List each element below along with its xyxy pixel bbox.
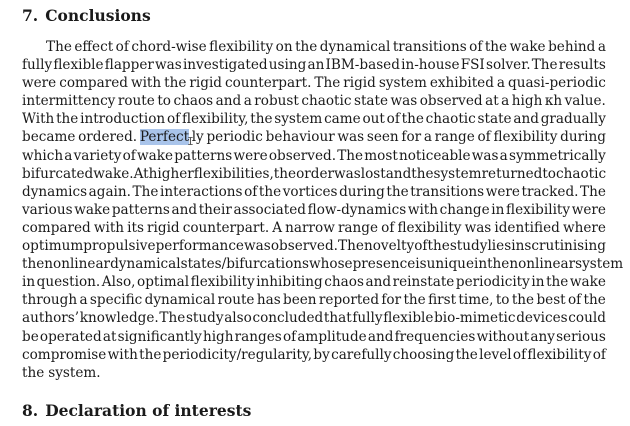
word: and: [171, 201, 198, 218]
word: its: [127, 219, 144, 236]
word: optimum: [22, 238, 84, 255]
word: state: [477, 111, 512, 128]
word: returned: [481, 165, 543, 182]
word: been: [283, 292, 317, 309]
word: symmetrically: [508, 147, 606, 164]
word: in: [491, 201, 505, 218]
word: of: [386, 111, 400, 128]
word: periodicity/regularity,: [162, 346, 313, 363]
word: the: [546, 274, 569, 291]
word: state: [353, 93, 389, 110]
word: associated: [233, 201, 306, 218]
paragraph-line: [22, 92, 606, 110]
word: flexibility: [190, 274, 255, 291]
word: flexibility,: [181, 111, 249, 128]
word: to: [495, 292, 510, 309]
word: system: [274, 111, 323, 128]
word: the: [22, 364, 45, 381]
word: at: [102, 328, 117, 345]
word: of: [512, 346, 527, 363]
word: route: [217, 292, 255, 309]
section-title: Declaration of interests: [45, 401, 252, 420]
word: of: [282, 328, 297, 345]
word: chord-wise: [131, 39, 207, 55]
word: states/bifurcations: [180, 256, 309, 273]
word: FSI: [460, 57, 485, 74]
word: the: [139, 346, 162, 363]
word: without: [476, 328, 530, 345]
word: and: [365, 274, 392, 291]
word: serious: [556, 328, 606, 345]
word: with: [407, 201, 439, 218]
word: rigid: [343, 75, 376, 92]
word: intermittency: [22, 93, 116, 110]
word: With: [22, 111, 55, 128]
word: a: [243, 93, 252, 110]
word: dynamics: [22, 183, 88, 200]
word: chaotic: [301, 93, 352, 110]
paragraph-line: [22, 291, 606, 309]
word: tracked.: [521, 183, 579, 200]
word: choosing: [392, 346, 455, 363]
word: where: [562, 219, 606, 236]
word: interactions: [159, 183, 243, 200]
word: optimal: [137, 274, 190, 291]
word: of: [592, 346, 606, 363]
word: which: [22, 147, 64, 164]
word: counterpart.: [182, 219, 270, 236]
word: novelty: [363, 238, 415, 255]
word: flexibility: [506, 201, 571, 218]
word: of: [244, 183, 258, 200]
word: the: [250, 111, 273, 128]
word: of: [166, 111, 181, 128]
paragraph-line: [22, 201, 606, 219]
word: of: [122, 147, 136, 164]
word: exhibited: [429, 75, 494, 92]
word: fully: [352, 310, 383, 327]
word: and: [367, 328, 394, 345]
word: has: [256, 292, 281, 309]
word: the: [583, 292, 606, 309]
word: The: [314, 75, 341, 92]
word: knowledge.: [79, 310, 159, 327]
word: whose: [309, 256, 353, 273]
word: observed.: [270, 238, 338, 255]
paragraph-line: [22, 56, 606, 74]
word: lies: [487, 238, 512, 255]
word: fully: [22, 57, 53, 74]
word: time,: [458, 292, 494, 309]
word: The: [159, 310, 186, 327]
word: system.: [48, 364, 101, 381]
paragraph-line: [22, 273, 606, 291]
paragraph-line: [22, 309, 606, 327]
word: became: [22, 129, 76, 146]
word: the: [56, 111, 79, 128]
word: The: [531, 57, 558, 74]
word: and: [513, 111, 539, 128]
word: authors’: [22, 310, 80, 327]
word: on: [275, 39, 293, 55]
word: out: [362, 111, 385, 128]
paragraph-line: [22, 110, 606, 128]
paragraph-line: [22, 328, 606, 346]
word: most: [364, 147, 398, 164]
word: using: [268, 57, 307, 74]
word: for: [401, 129, 422, 146]
word: was: [337, 129, 365, 146]
paragraph-line: [22, 165, 606, 183]
word: could: [568, 310, 606, 327]
word: first: [428, 292, 457, 309]
word: gradually: [540, 111, 606, 128]
paragraph-line: [22, 255, 624, 273]
word: observed: [419, 93, 483, 110]
word: counterpart.: [224, 75, 312, 92]
word: the: [386, 183, 409, 200]
word: amplitude: [297, 328, 367, 345]
word: an: [307, 57, 325, 74]
word: observed.: [268, 147, 337, 164]
word: the: [484, 39, 508, 55]
section-8-heading: [22, 401, 251, 421]
word: wake: [74, 201, 111, 218]
word: was: [471, 147, 499, 164]
paragraph-line: [22, 38, 606, 56]
word: higher: [148, 165, 194, 182]
word: a: [496, 75, 506, 92]
paragraph-line: [22, 147, 606, 165]
conclusions-paragraph[interactable]: [22, 38, 624, 382]
word: robust: [254, 93, 299, 110]
word: unique: [426, 256, 474, 273]
word: wake: [509, 39, 546, 55]
word: question.: [36, 274, 101, 291]
word: flexibility: [397, 219, 462, 236]
word: in: [22, 274, 36, 291]
word: The: [337, 147, 364, 164]
word: lost: [360, 165, 386, 182]
word: at: [485, 93, 499, 110]
word: value.: [564, 93, 606, 110]
word: nonlinear: [44, 256, 111, 273]
word: was: [390, 93, 418, 110]
word: order: [296, 165, 334, 182]
word: is: [415, 256, 427, 273]
word: a: [79, 292, 88, 309]
word: bifurcated: [22, 165, 94, 182]
word: in: [531, 274, 545, 291]
word: chaotic: [555, 165, 607, 182]
word: was: [334, 165, 361, 182]
section-title: Conclusions: [45, 6, 151, 25]
word: flexibility: [527, 346, 592, 363]
paragraph-line: [22, 346, 606, 364]
word: range: [434, 129, 475, 146]
selected-word: [139, 128, 204, 149]
word: best: [536, 292, 566, 309]
word: the: [487, 256, 510, 273]
word: carefully: [331, 346, 392, 363]
word: rigid: [147, 219, 180, 236]
word: IBM-based: [325, 57, 400, 74]
word: the: [403, 292, 426, 309]
word: introduction: [80, 111, 166, 128]
word: system: [575, 256, 624, 273]
word: system: [378, 75, 427, 92]
word: The: [338, 238, 364, 255]
word: behaviour: [265, 129, 335, 146]
paragraph-line: [22, 128, 606, 149]
word: the: [455, 346, 478, 363]
word: wake.: [93, 165, 134, 182]
word: during: [339, 183, 385, 200]
word: also: [224, 310, 252, 327]
paragraph-line: [22, 364, 606, 382]
word: inhibiting: [256, 274, 323, 291]
word: and: [215, 93, 242, 110]
word: was: [464, 219, 492, 236]
word: compared: [22, 219, 91, 236]
word: for: [381, 292, 402, 309]
word: with: [93, 219, 125, 236]
word: seen: [366, 129, 399, 146]
word: ordered.: [78, 129, 138, 146]
word: a: [499, 147, 508, 164]
word: the: [164, 75, 187, 92]
word: effect: [74, 39, 114, 55]
word: of: [477, 129, 491, 146]
word: periodic: [206, 129, 263, 146]
word-rest: ly: [191, 129, 204, 146]
word: wake: [137, 147, 174, 164]
word: the: [401, 111, 424, 128]
word: reinstate: [392, 274, 455, 291]
word: dynamical: [319, 39, 391, 55]
word: The: [580, 183, 606, 200]
word: significantly: [117, 328, 202, 345]
word: compromise: [22, 346, 107, 363]
word: study: [185, 310, 224, 327]
word: with: [107, 346, 138, 363]
word: their: [198, 201, 232, 218]
word: system: [433, 165, 482, 182]
paragraph-line: [22, 74, 606, 92]
word: vortices: [282, 183, 338, 200]
word: the: [295, 39, 318, 55]
word: flapper: [104, 57, 154, 74]
word: The: [132, 183, 159, 200]
word: was: [244, 238, 271, 255]
word: high: [202, 328, 234, 345]
word: variety: [73, 147, 122, 164]
word: patterns: [111, 201, 170, 218]
word: flow-dynamics: [307, 201, 407, 218]
word: κh: [544, 93, 563, 110]
word: the: [273, 165, 297, 182]
section-7-heading: [22, 6, 151, 26]
word: of: [414, 238, 428, 255]
word: transitions: [410, 183, 485, 200]
word: in: [473, 256, 488, 273]
word: flexible: [53, 57, 104, 74]
word: a: [64, 147, 73, 164]
word: that: [323, 310, 352, 327]
word: in-house: [401, 57, 460, 74]
word: investigated: [182, 57, 268, 74]
word: the: [427, 238, 450, 255]
word: performance: [155, 238, 244, 255]
word: a: [423, 129, 432, 146]
word: came: [324, 111, 361, 128]
word: specific: [89, 292, 143, 309]
word: to: [542, 165, 556, 182]
paragraph-line: [22, 183, 606, 201]
word: flexibilities,: [193, 165, 274, 182]
word: reported: [318, 292, 380, 309]
word: the: [258, 183, 282, 200]
word: the: [22, 256, 45, 273]
word: of: [381, 219, 395, 236]
word: flexible: [383, 310, 434, 327]
word: were: [22, 75, 57, 92]
word: bio-mimetic: [434, 310, 516, 327]
word: At: [133, 165, 149, 182]
word: during: [560, 129, 606, 146]
word: operated: [39, 328, 102, 345]
word: with: [130, 75, 162, 92]
paragraph-line: [22, 219, 606, 237]
word: flexibility: [493, 129, 558, 146]
text-cursor-icon: I: [187, 135, 194, 149]
word: of: [115, 39, 129, 55]
section-number: 7.: [22, 6, 39, 25]
word: nonlinear: [509, 256, 576, 273]
word: study: [449, 238, 488, 255]
word: ranges: [234, 328, 282, 345]
word: level: [479, 346, 512, 363]
word: by: [313, 346, 330, 363]
word: a: [501, 93, 510, 110]
word: periodicity: [455, 274, 530, 291]
word: rigid: [189, 75, 222, 92]
word: results: [558, 57, 606, 74]
word: chaos: [324, 274, 364, 291]
section-number: 8.: [22, 401, 39, 420]
word: Also,: [101, 274, 136, 291]
word: solver.: [485, 57, 531, 74]
word: flexibility: [209, 39, 274, 55]
word: compared: [59, 75, 128, 92]
word: patterns: [174, 147, 233, 164]
word: dynamical: [144, 292, 216, 309]
word: scrutinising: [524, 238, 606, 255]
word: chaotic: [425, 111, 476, 128]
word: propulsive: [83, 238, 156, 255]
word: presence: [352, 256, 416, 273]
word: and: [385, 165, 412, 182]
word: route: [117, 93, 155, 110]
word: frequencies: [394, 328, 476, 345]
word: of: [469, 39, 483, 55]
word: narrow: [285, 219, 335, 236]
word: were: [233, 147, 268, 164]
word: the: [511, 292, 535, 309]
word: noticeable: [398, 147, 471, 164]
word: through: [22, 292, 78, 309]
word: transitions: [392, 39, 467, 55]
word: were: [485, 183, 520, 200]
word: wake: [569, 274, 606, 291]
word: a: [597, 39, 606, 55]
word: The: [46, 39, 72, 55]
word: in: [511, 238, 525, 255]
word: change: [439, 201, 490, 218]
word: concluded: [252, 310, 324, 327]
word: behind: [548, 39, 596, 55]
word: range: [337, 219, 379, 236]
word: were: [571, 201, 606, 218]
word: A: [272, 219, 283, 236]
word: devices: [516, 310, 568, 327]
text-selection: Perfect: [139, 129, 190, 146]
word: the: [411, 165, 434, 182]
word: to: [157, 93, 171, 110]
word: was: [155, 57, 182, 74]
word: of: [567, 292, 582, 309]
word: dynamical: [110, 256, 181, 273]
word: high: [511, 93, 543, 110]
word: be: [22, 328, 39, 345]
word: any: [530, 328, 555, 345]
word: quasi-periodic: [508, 75, 606, 92]
paragraph-line: [22, 237, 606, 255]
word: again.: [88, 183, 131, 200]
word: chaos: [173, 93, 214, 110]
word: identified: [494, 219, 560, 236]
word: various: [22, 201, 73, 218]
